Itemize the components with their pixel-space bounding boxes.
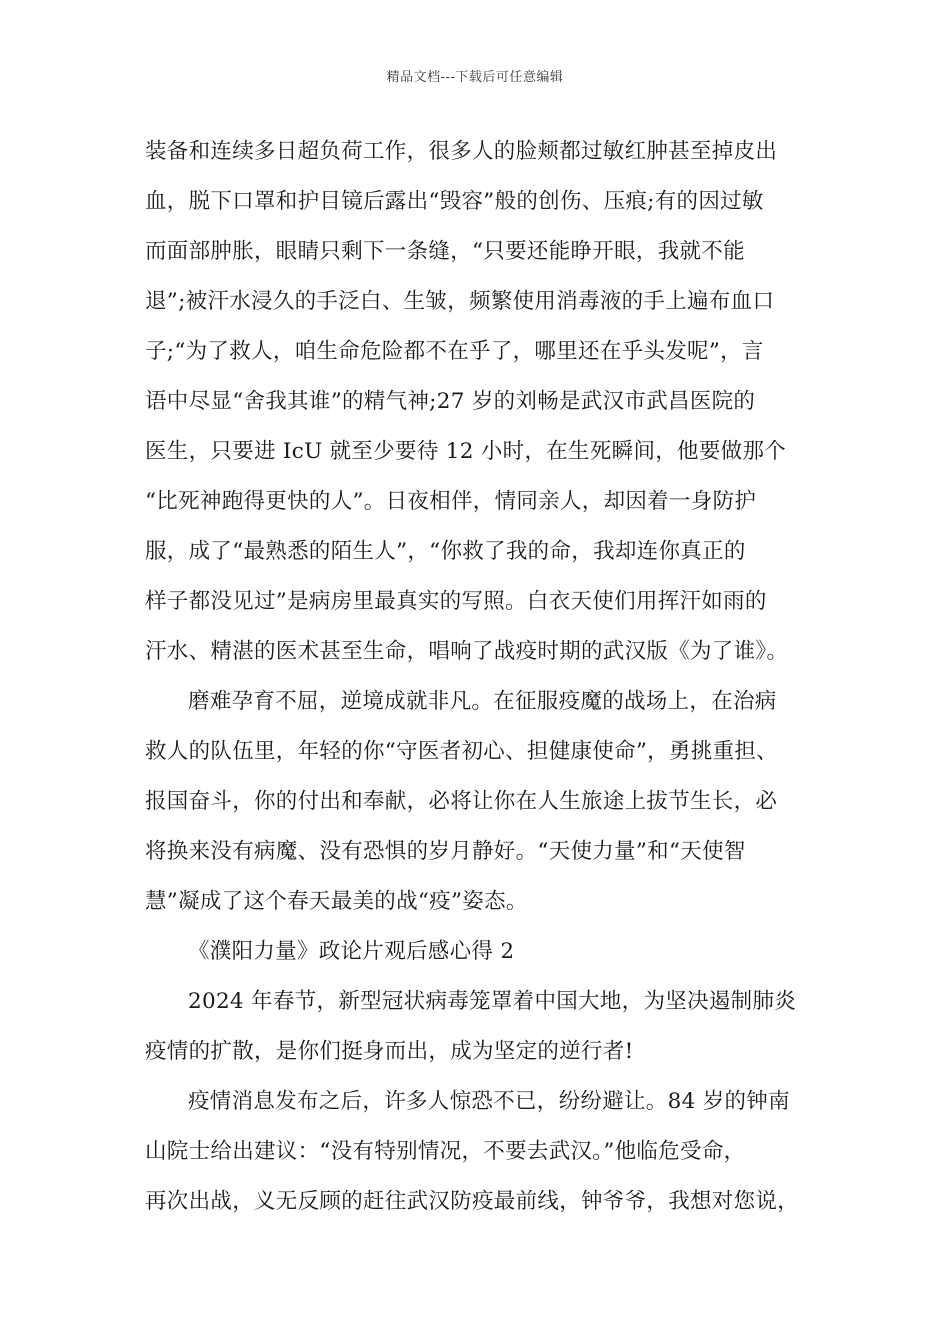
- paragraph-start-line: 磨难孕育不屈，逆境成就非凡。在征服疫魔的战场上，在治病: [188, 689, 777, 714]
- paragraph-start-line: 2024 年春节，新型冠状病毒笼罩着中国大地，为坚决遏制肺炎: [188, 989, 797, 1014]
- text-line: 山院士给出建议：“没有特别情况，不要去武汉。”他临危受命，: [145, 1139, 746, 1164]
- text-line: 而面部肿胀，眼睛只剩下一条缝，“只要还能睁开眼，我就不能: [145, 239, 745, 264]
- page-header: 精品文档---下载后可任意编辑: [386, 70, 564, 85]
- section-title: 《濮阳力量》政论片观后感心得 2: [188, 939, 515, 964]
- text-line: 救人的队伍里，年轻的你“守医者初心、担健康使命”，勇挑重担、: [145, 739, 778, 764]
- text-line: 血，脱下口罩和护目镜后露出“毁容”般的创伤、压痕;有的因过敏: [145, 189, 764, 214]
- text-line: 再次出战，义无反顾的赶往武汉防疫最前线，钟爷爷，我想对您说，: [145, 1189, 800, 1214]
- text-line: 汗水、精湛的医术甚至生命，唱响了战疫时期的武汉版《为了谁》。: [145, 639, 789, 664]
- document-body: [145, 132, 830, 1232]
- text-line: 子;“为了救人，咱生命危险都不在乎了，哪里还在乎头发呢”，言: [145, 339, 764, 364]
- text-line: 服，成了“最熟悉的陌生人”，“你救了我的命，我却连你真正的: [145, 539, 746, 564]
- text-line: “比死神跑得更快的人”。日夜相伴，情同亲人，却因着一身防护: [145, 489, 757, 514]
- text-line: 退”;被汗水浸久的手泛白、生皱，频繁使用消毒液的手上遍布血口: [145, 289, 775, 314]
- text-line: 将换来没有病魔、没有恐惧的岁月静好。“天使力量”和“天使智: [145, 839, 746, 864]
- text-line: 语中尽显“舍我其谁”的精气神;27 岁的刘畅是武汉市武昌医院的: [145, 389, 756, 414]
- text-line: 疫情的扩散，是你们挺身而出，成为坚定的逆行者!: [145, 1039, 634, 1064]
- text-line: 样子都没见过”是病房里最真实的写照。白衣天使们用挥汗如雨的: [145, 589, 767, 614]
- text-line: 装备和连续多日超负荷工作，很多人的脸颊都过敏红肿甚至掉皮出: [145, 139, 778, 164]
- paragraph-start-line: 疫情消息发布之后，许多人惊恐不已，纷纷避让。84 岁的钟南: [188, 1089, 790, 1114]
- text-line: 医生，只要进 IcU 就至少要待 12 小时，在生死瞬间，他要做那个: [145, 439, 787, 464]
- text-line: 慧”凝成了这个春天最美的战“疫”姿态。: [145, 889, 528, 914]
- text-line: 报国奋斗，你的付出和奉献，必将让你在人生旅途上拔节生长，必: [145, 789, 778, 814]
